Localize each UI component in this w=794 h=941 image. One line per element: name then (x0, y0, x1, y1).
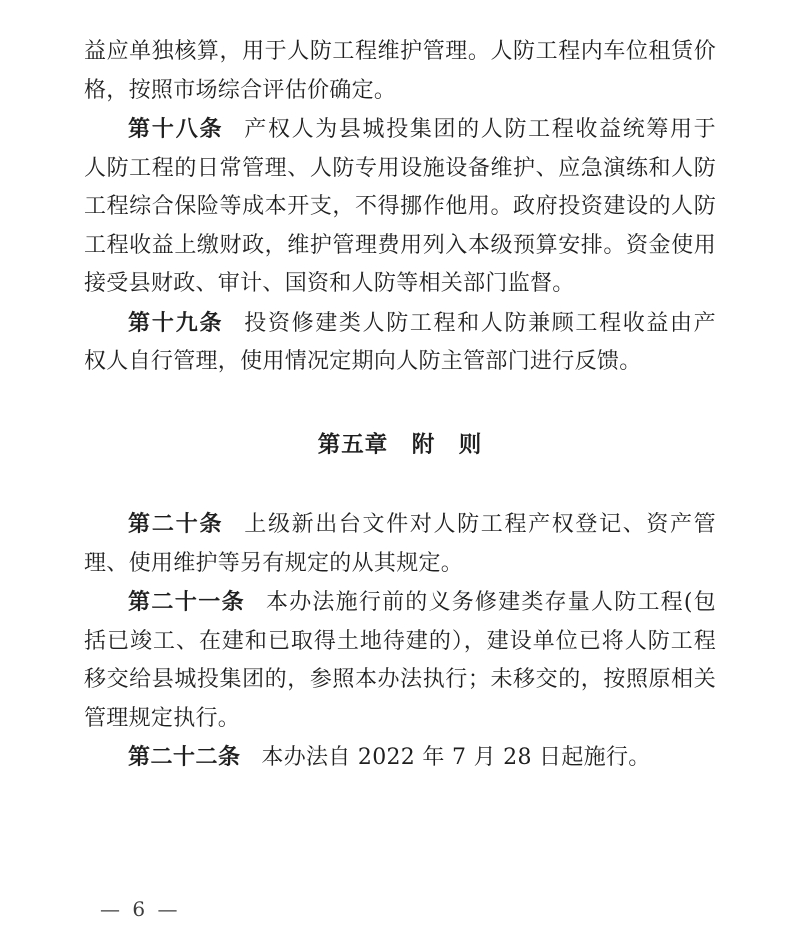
chapter-heading: 第五章 附 则 (317, 431, 483, 457)
text-line (84, 227, 716, 266)
text-line (84, 623, 716, 662)
text-line (84, 150, 716, 189)
text-line (84, 110, 716, 150)
line-text: 本办法施行前的义务修建类存量人防工程(包 (265, 590, 716, 615)
line-text: 接受县财政、审计、国资和人防等相关部门监督。 (84, 271, 575, 296)
text-line (84, 505, 716, 545)
text-line (84, 343, 716, 382)
line-text: 人防工程的日常管理、人防专用设施设备维护、应急演练和人防 (84, 155, 716, 181)
line-text: 工程综合保险等成本开支，不得挪作他用。政府投资建设的人防 (84, 194, 716, 219)
text-line (84, 545, 716, 584)
line-text: 工程收益上缴财政，维护管理费用列入本级预算安排。资金使用 (84, 232, 716, 258)
text-line (84, 661, 716, 700)
text-line (84, 72, 716, 111)
text-line (84, 265, 716, 304)
text-line (84, 188, 716, 227)
line-text: 投资修建类人防工程和人防兼顾工程收益由产 (244, 310, 716, 336)
document-body (84, 33, 716, 778)
line-text: 上级新出台文件对人防工程产权登记、资产管 (244, 512, 716, 537)
article-number: 第十八条 (128, 116, 224, 141)
article-number: 第二十条 (128, 511, 224, 536)
line-text: 本办法自 2022 年 7 月 28 日起施行。 (261, 745, 651, 770)
line-text: 管理规定执行。 (84, 705, 241, 731)
line-text: 权人自行管理，使用情况定期向人防主管部门进行反馈。 (84, 349, 642, 374)
line-text: 格，按照市场综合评估价确定。 (84, 77, 397, 103)
article-number: 第十九条 (128, 309, 224, 335)
text-line (84, 304, 716, 344)
text-line (84, 700, 716, 739)
line-text: 产权人为县城投集团的人防工程收益统筹用于 (244, 117, 716, 142)
line-text: 理、使用维护等另有规定的从其规定。 (84, 550, 464, 576)
article-number: 第二十一条 (128, 589, 246, 614)
line-text: 括已竣工、在建和已取得土地待建的），建设单位已将人防工程 (84, 628, 716, 654)
article-number: 第二十二条 (128, 744, 241, 769)
page-footer (100, 896, 180, 922)
text-line (84, 738, 716, 778)
line-text: 移交给县城投集团的，参照本办法执行；未移交的，按照原相关 (84, 667, 716, 692)
page-number: — 6 — (100, 897, 181, 921)
text-line (84, 583, 716, 623)
line-text: 益应单独核算，用于人防工程维护管理。人防工程内车位租赁价 (84, 39, 716, 64)
text-line (84, 33, 716, 72)
